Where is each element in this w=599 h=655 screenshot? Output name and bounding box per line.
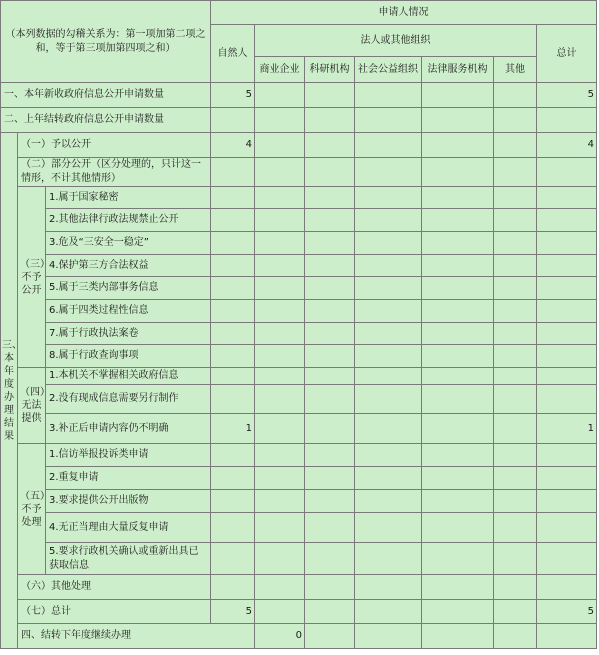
header-note: （本列数据的勾稽关系为：第一项加第二项之和，等于第三项加第四项之和） (5, 28, 206, 54)
research-header: 科研机构 (305, 57, 355, 83)
table-row (1, 187, 597, 209)
table-row (1, 444, 597, 467)
table-row: 3.补正后申请内容仍不明确 1 1 (1, 414, 597, 444)
table-row (1, 300, 597, 323)
other-header: 其他 (494, 57, 537, 83)
row-label: 一、本年新收政府信息公开申请数量 (1, 83, 211, 108)
table-row (1, 209, 597, 232)
legal-and-other-header: 法人或其他组织 (255, 25, 537, 57)
row-label: 8.属于行政查询事项 (46, 345, 211, 368)
row-label: 6.属于四类过程性信息 (46, 300, 211, 323)
table-row (1, 277, 597, 300)
total-header: 总计 (537, 25, 597, 83)
table-row (1, 513, 597, 543)
table-row: （七）总计 5 5 (1, 600, 597, 624)
total-value: 5 (537, 83, 597, 108)
row-label: （二）部分公开（区分处理的，只计这一情形，不计其他情形） (18, 158, 211, 187)
unable-provide-label: （四）无法提供 (18, 368, 46, 444)
row-label: 5.要求行政机关确认或重新出具已获取信息 (46, 543, 211, 575)
table-row (1, 490, 597, 513)
row-label: 四、结转下年度继续办理 (18, 624, 255, 649)
table-row (1, 345, 597, 368)
public-welfare-header: 社会公益组织 (355, 57, 422, 83)
row-label: 3.危及“三安全一稳定” (46, 232, 211, 255)
header-note-cell (1, 1, 211, 83)
natural-person-value: 5 (211, 83, 255, 108)
row-label: 1.信访举报投诉类申请 (46, 444, 211, 467)
table-row (1, 108, 597, 133)
row-label: 4.无正当理由大量反复申请 (46, 513, 211, 543)
table-row (1, 232, 597, 255)
commercial-header: 商业企业 (255, 57, 305, 83)
row-label: 2.没有现成信息需要另行制作 (46, 385, 211, 414)
legal-service-header: 法律服务机构 (422, 57, 494, 83)
not-processed-label: （五）不予处理 (18, 444, 46, 575)
row-label: 二、上年结转政府信息公开申请数量 (1, 108, 211, 133)
table-row: 四、结转下年度继续办理 0 (1, 624, 597, 649)
row-label: 2.重复申请 (46, 467, 211, 490)
row-label: 5.属于三类内部事务信息 (46, 277, 211, 300)
row-label: 7.属于行政执法案卷 (46, 323, 211, 345)
table-row (1, 158, 597, 187)
withhold-label: （三）不予公开 (18, 187, 46, 368)
table-row (1, 575, 597, 600)
row-label: （六）其他处理 (18, 575, 211, 600)
table-row (1, 255, 597, 277)
table-row (1, 385, 597, 414)
row-label: 1.属于国家秘密 (46, 187, 211, 209)
table-row (1, 467, 597, 490)
table-row: 三、本年度办理结果 （一）予以公开 4 4 (1, 133, 597, 158)
row-label: 1.本机关不掌握相关政府信息 (46, 368, 211, 385)
table-row (1, 543, 597, 575)
natural-person-header: 自然人 (211, 25, 255, 83)
row-label: 2.其他法律行政法规禁止公开 (46, 209, 211, 232)
applicant-situation-header: 申请人情况 (211, 1, 597, 25)
table-row (1, 83, 597, 108)
row-label: （一）予以公开 (18, 133, 211, 158)
row-label: 3.补正后申请内容仍不明确 (46, 414, 211, 444)
row-label: 3.要求提供公开出版物 (46, 490, 211, 513)
table-row (1, 368, 597, 385)
table-row (1, 323, 597, 345)
section-three-label: 三、本年度办理结果 (1, 133, 18, 649)
row-label: 4.保护第三方合法权益 (46, 255, 211, 277)
row-label: （七）总计 (18, 600, 211, 624)
